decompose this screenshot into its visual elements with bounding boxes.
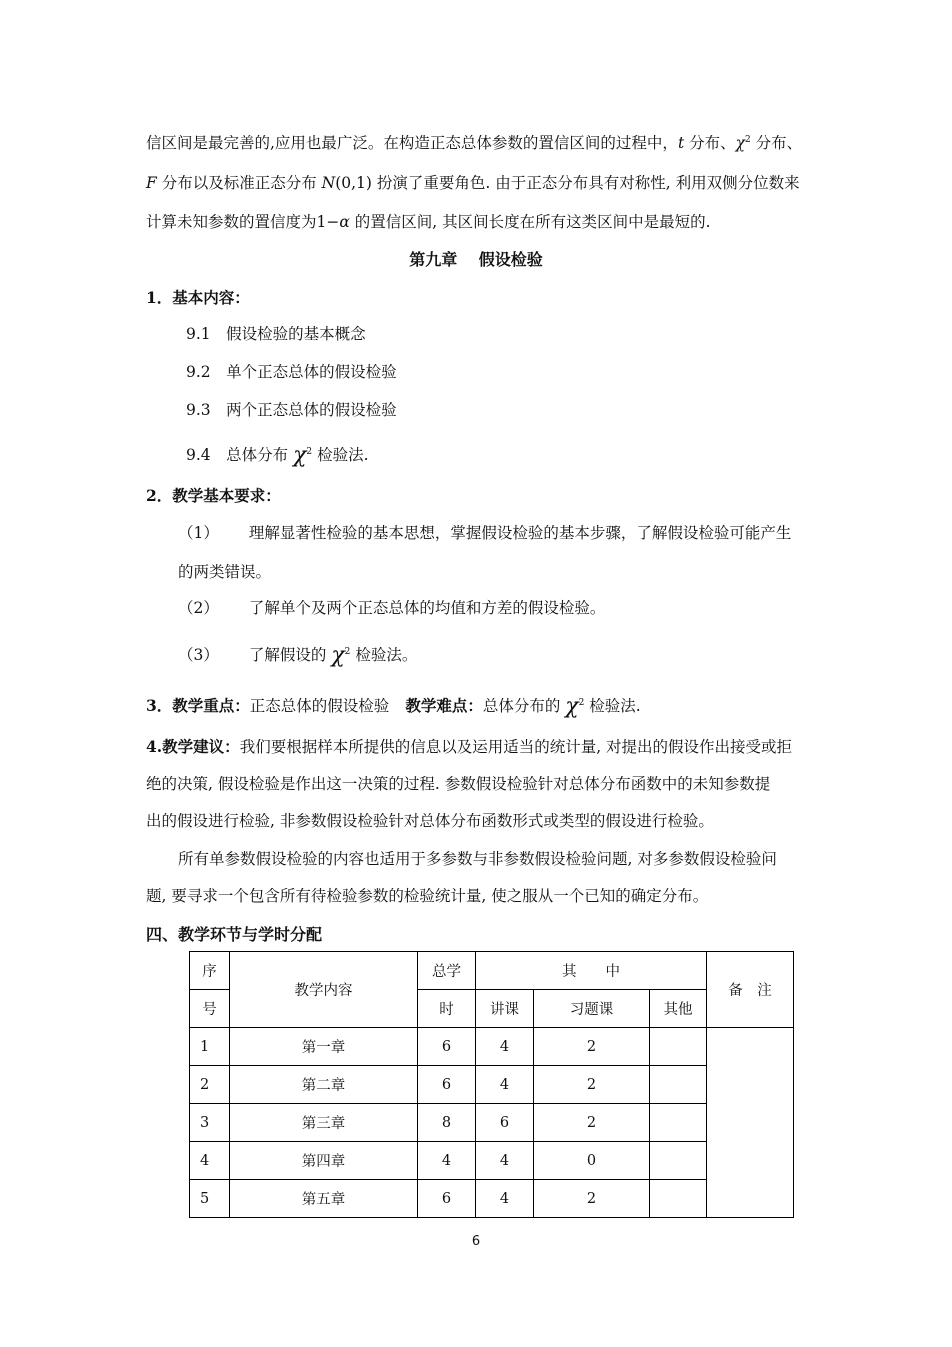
cell-other [650, 1180, 707, 1218]
cell-content: 第一章 [230, 1028, 418, 1066]
cell-content: 第五章 [230, 1180, 418, 1218]
section-4-para2-line-1: 所有单参数假设检验的内容也适用于多参数与非参数假设检验问题, 对多参数假设检验问 [178, 850, 777, 868]
chi-symbol: χ [565, 694, 579, 720]
section-4-line-2: 绝的决策, 假设检验是作出这一决策的过程. 参数假设检验针对总体分布函数中的未知参数提 [146, 775, 771, 793]
intro-line-1 [146, 129, 802, 154]
var-t: t [677, 134, 685, 153]
cell-total: 8 [418, 1104, 476, 1142]
header-lecture: 讲课 [476, 990, 534, 1028]
schedule-heading: 四、教学环节与学时分配 [146, 925, 323, 944]
header-other: 其他 [650, 990, 707, 1028]
superscript: 2 [745, 135, 751, 145]
page-number: 6 [471, 1234, 481, 1249]
cell-note [707, 1028, 794, 1218]
cell-lecture: 4 [476, 1066, 534, 1104]
text: 分布、 [750, 134, 803, 153]
cell-content: 第二章 [230, 1066, 418, 1104]
cell-other [650, 1028, 707, 1066]
text: 检验法。 [350, 646, 418, 665]
cell-seq: 4 [190, 1142, 230, 1180]
cell-total: 4 [418, 1142, 476, 1180]
text: 理解显著性检验的基本思想，掌握假设检验的基本步骤，了解假设检验可能产生 [248, 524, 792, 542]
superscript: 2 [578, 698, 585, 708]
text: 的置信区间, 其区间长度在所有这类区间中是最短的. [349, 213, 711, 231]
cell-seq: 3 [190, 1104, 230, 1142]
text: 信区间是最完善的,应用也最广泛。在构造正态总体参数的置信区间的过程中， [146, 134, 678, 153]
intro-line-3 [146, 211, 711, 233]
cell-exercise: 2 [534, 1028, 650, 1066]
section-4-line-3: 出的假设进行检验, 非参数假设检验针对总体分布函数形式或类型的假设进行检验。 [146, 812, 714, 830]
table-header-row-1 [190, 952, 794, 990]
cell-total: 6 [418, 1066, 476, 1104]
section-3-line [146, 692, 641, 720]
cell-content: 第三章 [230, 1104, 418, 1142]
requirement-2 [178, 597, 605, 619]
cell-exercise: 2 [534, 1066, 650, 1104]
cell-exercise: 0 [534, 1142, 650, 1180]
text: (0,1) 扮演了重要角色. 由于正态分布具有对称性, 利用双侧分位数来 [335, 174, 800, 192]
text: 正态总体的假设检验 [249, 697, 390, 716]
suggestion-label: 4.教学建议： [146, 737, 240, 756]
text: 分布、 [684, 134, 736, 153]
header-total-bottom: 时 [418, 990, 476, 1028]
section-4-line-1 [146, 736, 792, 758]
chi-symbol: χ [331, 643, 345, 669]
cell-exercise: 2 [534, 1180, 650, 1218]
cell-seq: 1 [190, 1028, 230, 1066]
header-seq-top: 序 [190, 952, 230, 990]
table-row [190, 1066, 794, 1104]
req-number: （2） [178, 599, 219, 617]
requirement-1-cont: 的两类错误。 [178, 563, 272, 581]
cell-exercise: 2 [534, 1104, 650, 1142]
header-exercise: 习题课 [534, 990, 650, 1028]
header-among: 其 中 [476, 952, 707, 990]
text: 检验法. [312, 446, 369, 465]
content-item-1: 9.1 假设检验的基本概念 [186, 325, 366, 343]
superscript: 2 [306, 447, 313, 457]
cell-lecture: 4 [476, 1142, 534, 1180]
table-row [190, 1180, 794, 1218]
cell-total: 6 [418, 1028, 476, 1066]
var-N: N [321, 174, 336, 192]
text: 计算未知参数的置信度为1− [146, 213, 340, 231]
cell-seq: 2 [190, 1066, 230, 1104]
text: 分布以及标准正态分布 [156, 174, 322, 192]
cell-content: 第四章 [230, 1142, 418, 1180]
var-F: F [146, 174, 157, 192]
header-content: 教学内容 [230, 952, 418, 1028]
cell-lecture: 4 [476, 1028, 534, 1066]
intro-line-2 [146, 172, 800, 194]
text: 我们要根据样本所提供的信息以及运用适当的统计量, 对提出的假设作出接受或拒 [239, 738, 793, 756]
difficulties-label: 教学难点： [405, 696, 483, 716]
cell-other [650, 1142, 707, 1180]
cell-lecture: 4 [476, 1180, 534, 1218]
req-number: （3） [178, 646, 219, 665]
key-points-label: 3．教学重点： [146, 696, 250, 716]
text: 了解单个及两个正态总体的均值和方差的假设检验。 [248, 599, 606, 617]
header-seq-bottom: 号 [190, 990, 230, 1028]
cell-lecture: 6 [476, 1104, 534, 1142]
content-item-4 [186, 441, 369, 469]
cell-other [650, 1066, 707, 1104]
table-row [190, 1028, 794, 1066]
requirement-1 [178, 522, 791, 544]
cell-total: 6 [418, 1180, 476, 1218]
text: 了解假设的 [248, 646, 332, 665]
header-total-top: 总学 [418, 952, 476, 990]
cell-seq: 5 [190, 1180, 230, 1218]
chi-symbol: χ [735, 134, 746, 153]
header-note: 备 注 [707, 952, 794, 1028]
text: 检验法. [584, 697, 641, 716]
superscript: 2 [344, 647, 351, 657]
content-item-2: 9.2 单个正态总体的假设检验 [186, 363, 397, 381]
chapter-title: 第九章 假设检验 [409, 250, 543, 269]
text: 总体分布的 [482, 697, 566, 716]
text: 9.4 总体分布 [186, 446, 294, 465]
chi-symbol: χ [293, 443, 307, 469]
schedule-table [189, 951, 794, 1218]
section-2-heading: 2．教学基本要求： [146, 486, 281, 505]
alpha-symbol: α [339, 213, 350, 231]
cell-other [650, 1104, 707, 1142]
requirement-3 [178, 641, 418, 669]
section-1-heading: 1．基本内容： [146, 288, 250, 307]
content-item-3: 9.3 两个正态总体的假设检验 [186, 401, 397, 419]
table-row [190, 1104, 794, 1142]
req-number: （1） [178, 524, 219, 542]
section-4-para2-line-2: 题, 要寻求一个包含所有待检验参数的检验统计量, 使之服从一个已知的确定分布。 [146, 887, 709, 905]
table-row [190, 1142, 794, 1180]
